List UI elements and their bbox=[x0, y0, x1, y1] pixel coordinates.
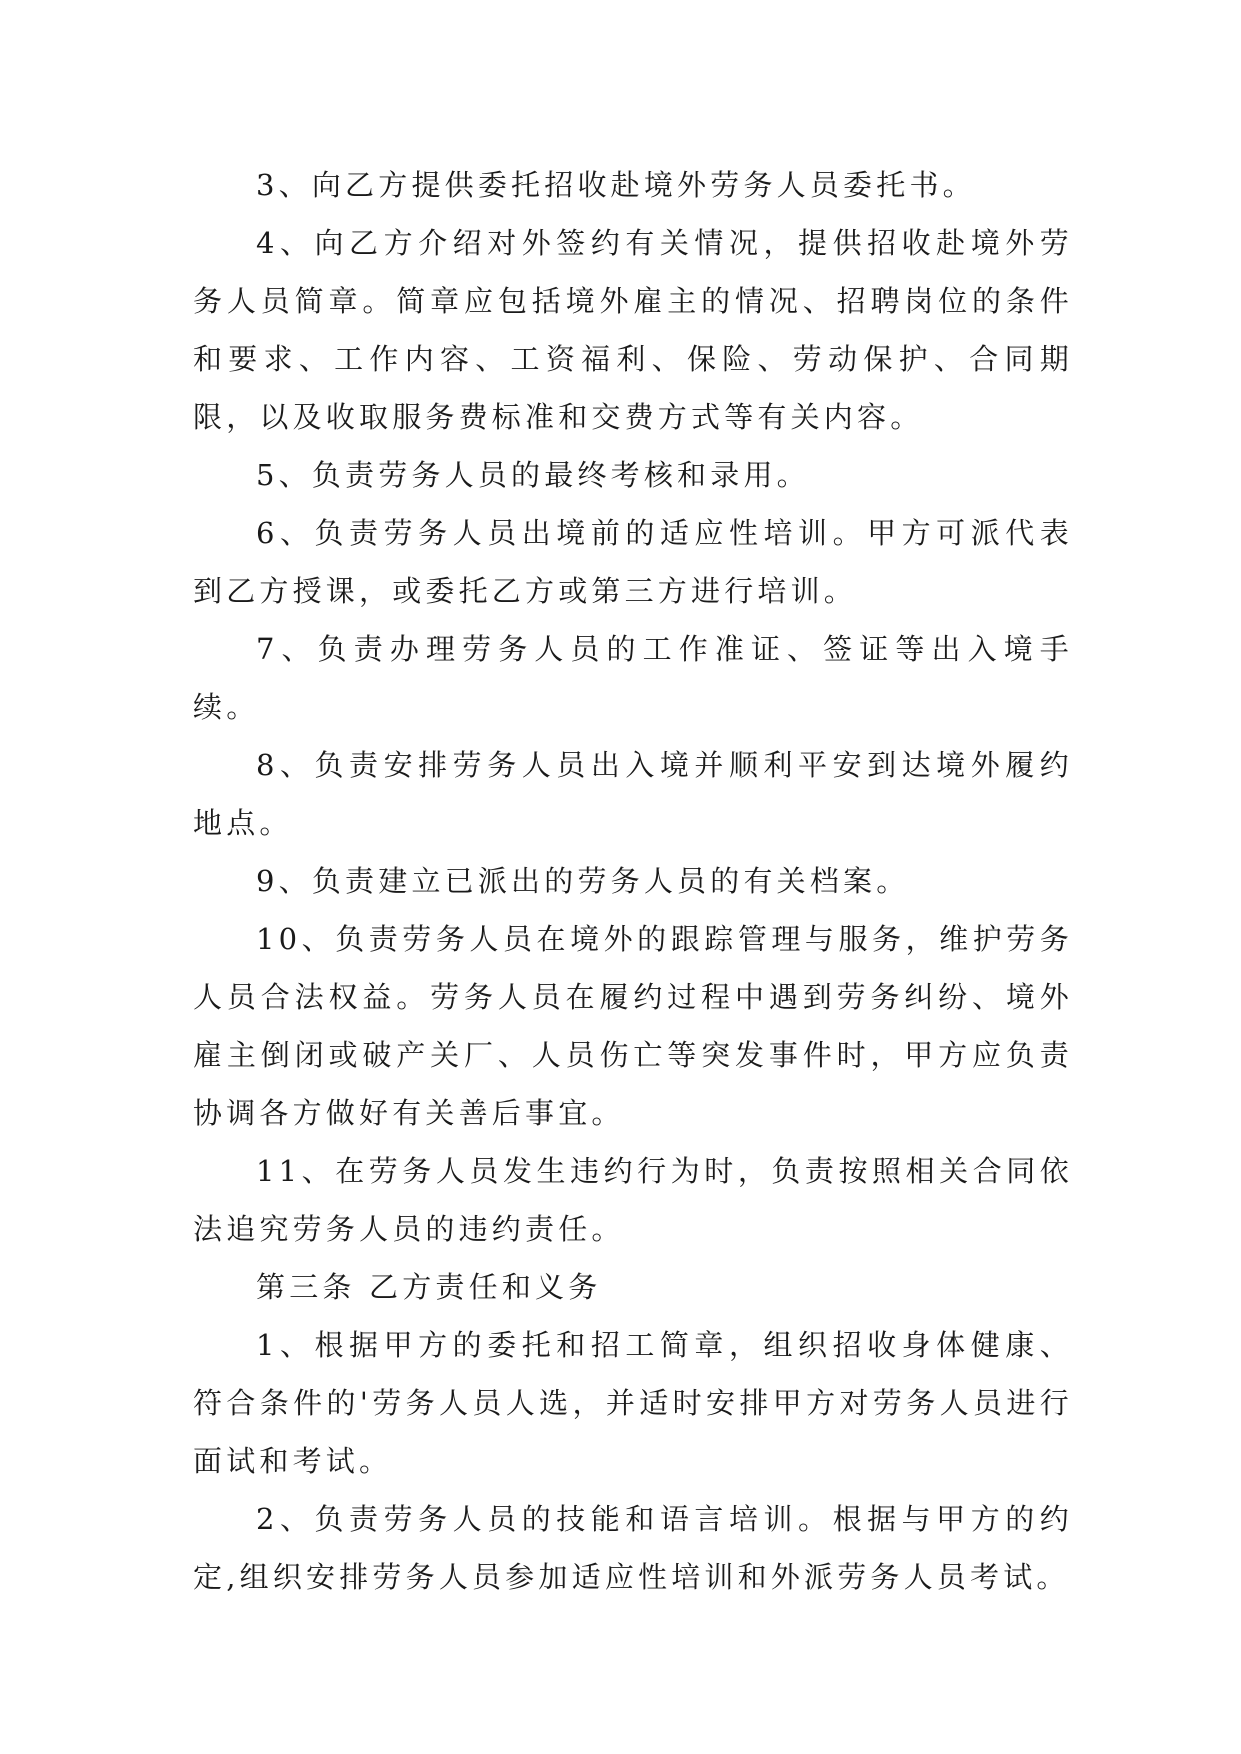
paragraph-item-11: 11、在劳务人员发生违约行为时，负责按照相关合同依法追究劳务人员的违约责任。 bbox=[193, 1154, 1073, 1246]
paragraph-item-8: 8、负责安排劳务人员出入境并顺利平安到达境外履约地点。 bbox=[193, 748, 1073, 840]
section-heading-article-3: 第三条 乙方责任和义务 bbox=[256, 1270, 602, 1304]
paragraph-item-5: 5、负责劳务人员的最终考核和录用。 bbox=[256, 458, 810, 492]
paragraph-item-10: 10、负责劳务人员在境外的跟踪管理与服务，维护劳务人员合法权益。劳务人员在履约过程中遇到劳务纠纷、境外雇主倒闭或破产关厂、人员伤亡等突发事件时，甲方应负责协调各方做好有关善后事宜。 bbox=[193, 922, 1073, 1130]
document-body bbox=[193, 156, 1073, 1606]
paragraph-item-9: 9、负责建立已派出的劳务人员的有关档案。 bbox=[256, 864, 910, 898]
paragraph-item-7: 7、负责办理劳务人员的工作准证、签证等出入境手续。 bbox=[193, 632, 1073, 724]
paragraph-item-2: 2、负责劳务人员的技能和语言培训。根据与甲方的约定,组织安排劳务人员参加适应性培训和外派劳务人员考试。 bbox=[193, 1502, 1073, 1594]
paragraph-item-1: 1、根据甲方的委托和招工简章，组织招收身体健康、符合条件的'劳务人员人选，并适时安排甲方对劳务人员进行面试和考试。 bbox=[193, 1328, 1073, 1478]
paragraph-item-4: 4、向乙方介绍对外签约有关情况，提供招收赴境外劳务人员简章。简章应包括境外雇主的情况、招聘岗位的条件和要求、工作内容、工资福利、保险、劳动保护、合同期限，以及收取服务费标准和交费方式等有关内容。 bbox=[193, 226, 1073, 434]
paragraph-item-6: 6、负责劳务人员出境前的适应性培训。甲方可派代表到乙方授课，或委托乙方或第三方进行培训。 bbox=[193, 516, 1073, 608]
paragraph-item-3: 3、向乙方提供委托招收赴境外劳务人员委托书。 bbox=[256, 168, 976, 202]
